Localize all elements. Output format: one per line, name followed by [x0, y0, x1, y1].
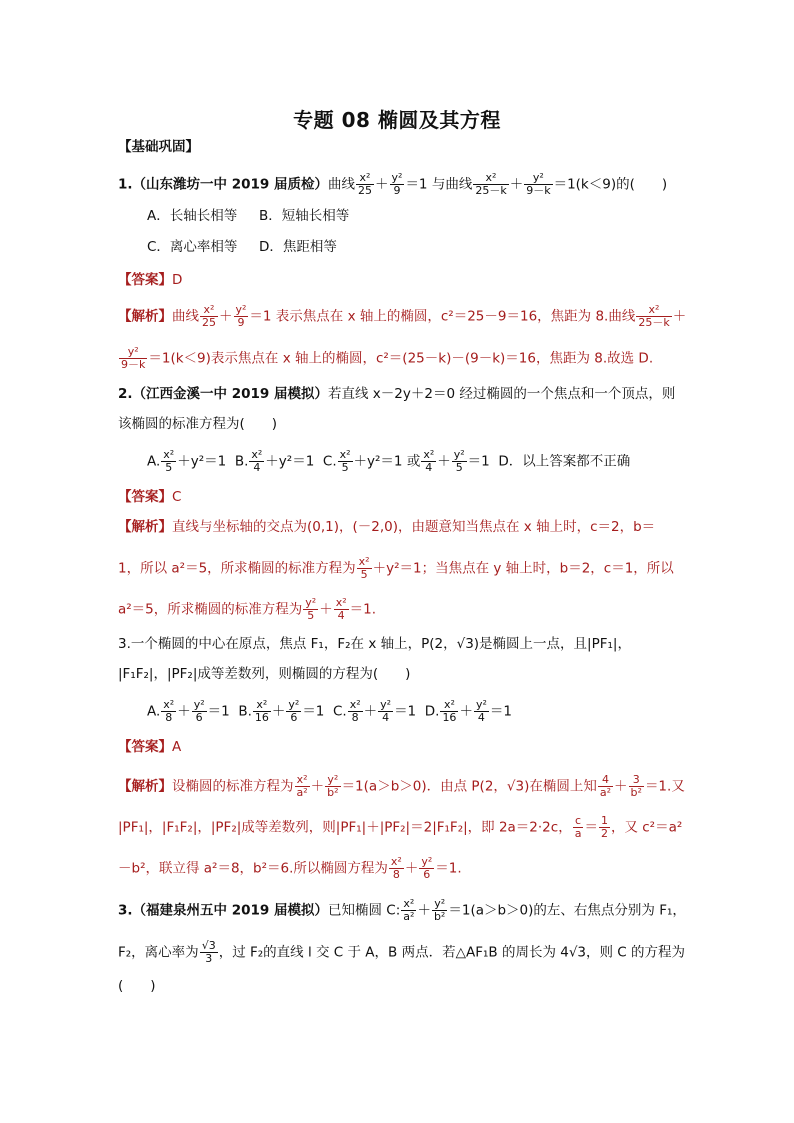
q1-stem: 1.（山东潍坊一中 2019 届质检）曲线 $\frac{\text{x²}}{25}$ ＋ $\frac{\text{y²}}{9}$ ＝1 与曲线 $\frac{\text{x²}}{25-k}$ ＋ $\frac{\text{y²}}{9-k}$ ＝1(k＜9)的( ) [118, 171, 668, 197]
q3-analysis-line3: －b²，联立得 a²＝8，b²＝6.所以椭圆方程为 $\frac{\text{x²}}{8}$ ＋ $\frac{\text{y²}}{6}$ ＝1. [118, 855, 462, 881]
fraction: $\frac{\text{y²}}{5}$ [305, 596, 317, 622]
fraction: $\frac{\text{x²}}{4}$ [251, 448, 263, 474]
q4-stem-line3: ( ) [118, 978, 156, 994]
q2-stem-line1: 2.（江西金溪一中 2019 届模拟）若直线 x－2y＋2＝0 经过椭圆的一个焦点和一个顶点，则 [118, 386, 676, 402]
q1-option-b: B．短轴长相等 [259, 208, 350, 224]
fraction: $\frac{\text{x²}}{\text{a²}}$ [403, 897, 415, 923]
fraction: $\frac{\text{x²}}{5}$ [339, 448, 351, 474]
q2-analysis-line2: 1，所以 a²＝5，所求椭圆的标准方程为 $\frac{\text{x²}}{5}$ ＋y²＝1；当焦点在 y 轴上时，b＝2，c＝1，所以 [118, 555, 674, 581]
fraction: $\frac{\text{y²}}{4}$ [475, 698, 487, 724]
fraction: $\frac{\text{x²}}{25}$ [202, 303, 216, 329]
q4-stem-line2: F₂，离心率为 $\frac{√3}{3}$ ，过 F₂的直线 l 交 C 于 A，B 两点．若△AF₁B 的周长为 4√3，则 C 的方程为 [118, 939, 686, 965]
q2-options: A. $\frac{\text{x²}}{5}$ ＋y²＝1 B. $\frac{\text{x²}}{4}$ ＋y²＝1 C. $\frac{\text{x²}}{5}$ ＋y²＝1 或 $\frac{\text{x²}}{4}$ ＋ $\frac{\text{y²}}{5}$ ＝1 D．以上答案都不正确 [147, 448, 631, 474]
q2-analysis-line1: 【解析】直线与坐标轴的交点为(0,1)，(－2,0)，由题意知当焦点在 x 轴上时，c＝2，b＝ [118, 519, 656, 535]
q1-source: （山东潍坊一中 2019 届质检） [132, 176, 329, 193]
q1-stem-text: 曲线 [328, 176, 356, 193]
fraction: $\frac{\text{y²}}{\text{b²}}$ [327, 773, 339, 799]
fraction: $\frac{\text{y²}}{\text{b²}}$ [433, 897, 446, 923]
fraction: $\frac{\text{x²}}{4}$ [423, 448, 435, 474]
q1-analysis-line2: $\frac{\text{y²}}{9-k}$ ＝1(k＜9)表示焦点在 x 轴上的椭圆，c²＝(25－k)－(9－k)＝16，焦距为 8.故选 D. [121, 345, 654, 371]
q3-analysis-line1: 【解析】设椭圆的标准方程为 $\frac{\text{x²}}{\text{a²}}$ ＋ $\frac{\text{y²}}{\text{b²}}$ ＝1(a＞b＞0)．由点 P(2，√3)在椭圆上知 $\frac{4}{\text{a²}}$ ＋ $\frac{3}{\text{b²}}$ ＝1.又 [118, 773, 685, 799]
q3-stem-line1: 3.一个椭圆的中心在原点，焦点 F₁，F₂在 x 轴上，P(2，√3)是椭圆上一点，且|PF₁|， [118, 636, 631, 652]
fraction: $\frac{\text{x²}}{\text{a²}}$ [296, 773, 308, 799]
q4-stem-line1: 3.（福建泉州五中 2019 届模拟）已知椭圆 C: $\frac{\text{x²}}{\text{a²}}$ ＋ $\frac{\text{y²}}{\text{b²}}$ ＝1(a＞b＞0)的左、右焦点分别为 F₁， [118, 897, 686, 923]
q3-options: A. $\frac{\text{x²}}{8}$ ＋ $\frac{\text{y²}}{6}$ ＝1 B. $\frac{\text{x²}}{16}$ ＋ $\frac{\text{y²}}{6}$ ＝1 C. $\frac{\text{x²}}{8}$ ＋ $\frac{\text{y²}}{4}$ ＝1 D. $\frac{\text{x²}}{16}$ ＋ $\frac{\text{y²}}{4}$ ＝1 [147, 698, 512, 724]
fraction: $\frac{\text{y²}}{9-k}$ [526, 171, 551, 197]
fraction: $\frac{√3}{3}$ [201, 939, 216, 965]
fraction: $\frac{\text{x²}}{8}$ [163, 698, 175, 724]
fraction: $\frac{\text{y²}}{9}$ [391, 171, 403, 197]
q1-option-a: A．长轴长相等 [147, 208, 238, 224]
q1-number: 1. [118, 176, 133, 193]
fraction: $\frac{\text{x²}}{25-k}$ [475, 171, 507, 197]
fraction: $\frac{\text{x²}}{16}$ [254, 698, 269, 724]
fraction: $\frac{\text{x²}}{25}$ [358, 171, 373, 197]
q3-answer: 【答案】A [118, 739, 182, 755]
q3-stem-line2: |F₁F₂|，|PF₂|成等差数列，则椭圆的方程为( ) [118, 666, 411, 682]
q2-analysis-line3: a²＝5，所求椭圆的标准方程为 $\frac{\text{y²}}{5}$ ＋ $\frac{\text{x²}}{4}$ ＝1. [118, 596, 377, 622]
fraction: $\frac{1}{2}$ [600, 814, 608, 840]
fraction: $\frac{\text{x²}}{5}$ [163, 448, 175, 474]
fraction: $\frac{4}{\text{a²}}$ [599, 773, 612, 799]
page-title: 专题 08 椭圆及其方程 [293, 108, 501, 132]
fraction: $\frac{3}{\text{b²}}$ [630, 773, 642, 799]
q3-analysis-line2: |PF₁|，|F₁F₂|，|PF₂|成等差数列，则|PF₁|＋|PF₂|＝2|F₁F₂|，即 2a＝2·2c， $\frac{c}{a}$ ＝ $\frac{1}{2}$ ，又 c²＝a² [118, 814, 683, 840]
fraction: $\frac{\text{x²}}{4}$ [335, 596, 347, 622]
q2-answer: 【答案】C [118, 489, 182, 505]
fraction: $\frac{\text{x²}}{16}$ [442, 698, 457, 724]
fraction: $\frac{\text{y²}}{4}$ [380, 698, 392, 724]
fraction: $\frac{\text{y²}}{6}$ [193, 698, 205, 724]
section-heading: 【基础巩固】 [118, 139, 199, 155]
fraction: $\frac{\text{x²}}{8}$ [390, 855, 402, 881]
fraction: $\frac{\text{y²}}{6}$ [288, 698, 300, 724]
q1-option-c: C．离心率相等 [147, 239, 238, 255]
fraction: $\frac{c}{a}$ [574, 814, 582, 840]
fraction: $\frac{\text{x²}}{8}$ [349, 698, 361, 724]
q1-analysis-line1: 【解析】曲线 $\frac{\text{x²}}{25}$ ＋ $\frac{\text{y²}}{9}$ ＝1 表示焦点在 x 轴上的椭圆，c²＝25－9＝16，焦距为 8.曲线 $\frac{\text{x²}}{25-k}$ ＋ [118, 303, 687, 329]
fraction: $\frac{\text{y²}}{6}$ [421, 855, 433, 881]
fraction: $\frac{\text{x²}}{25-k}$ [638, 303, 670, 329]
fraction: $\frac{\text{x²}}{5}$ [358, 555, 370, 581]
q2-stem-line2: 该椭圆的标准方程为( ) [118, 416, 278, 432]
fraction: $\frac{\text{y²}}{9}$ [235, 303, 247, 329]
q1-option-d: D．焦距相等 [259, 239, 337, 255]
q1-answer: 【答案】D [118, 272, 183, 288]
fraction: $\frac{\text{y²}}{5}$ [453, 448, 465, 474]
fraction: $\frac{\text{y²}}{9-k}$ [121, 345, 146, 371]
